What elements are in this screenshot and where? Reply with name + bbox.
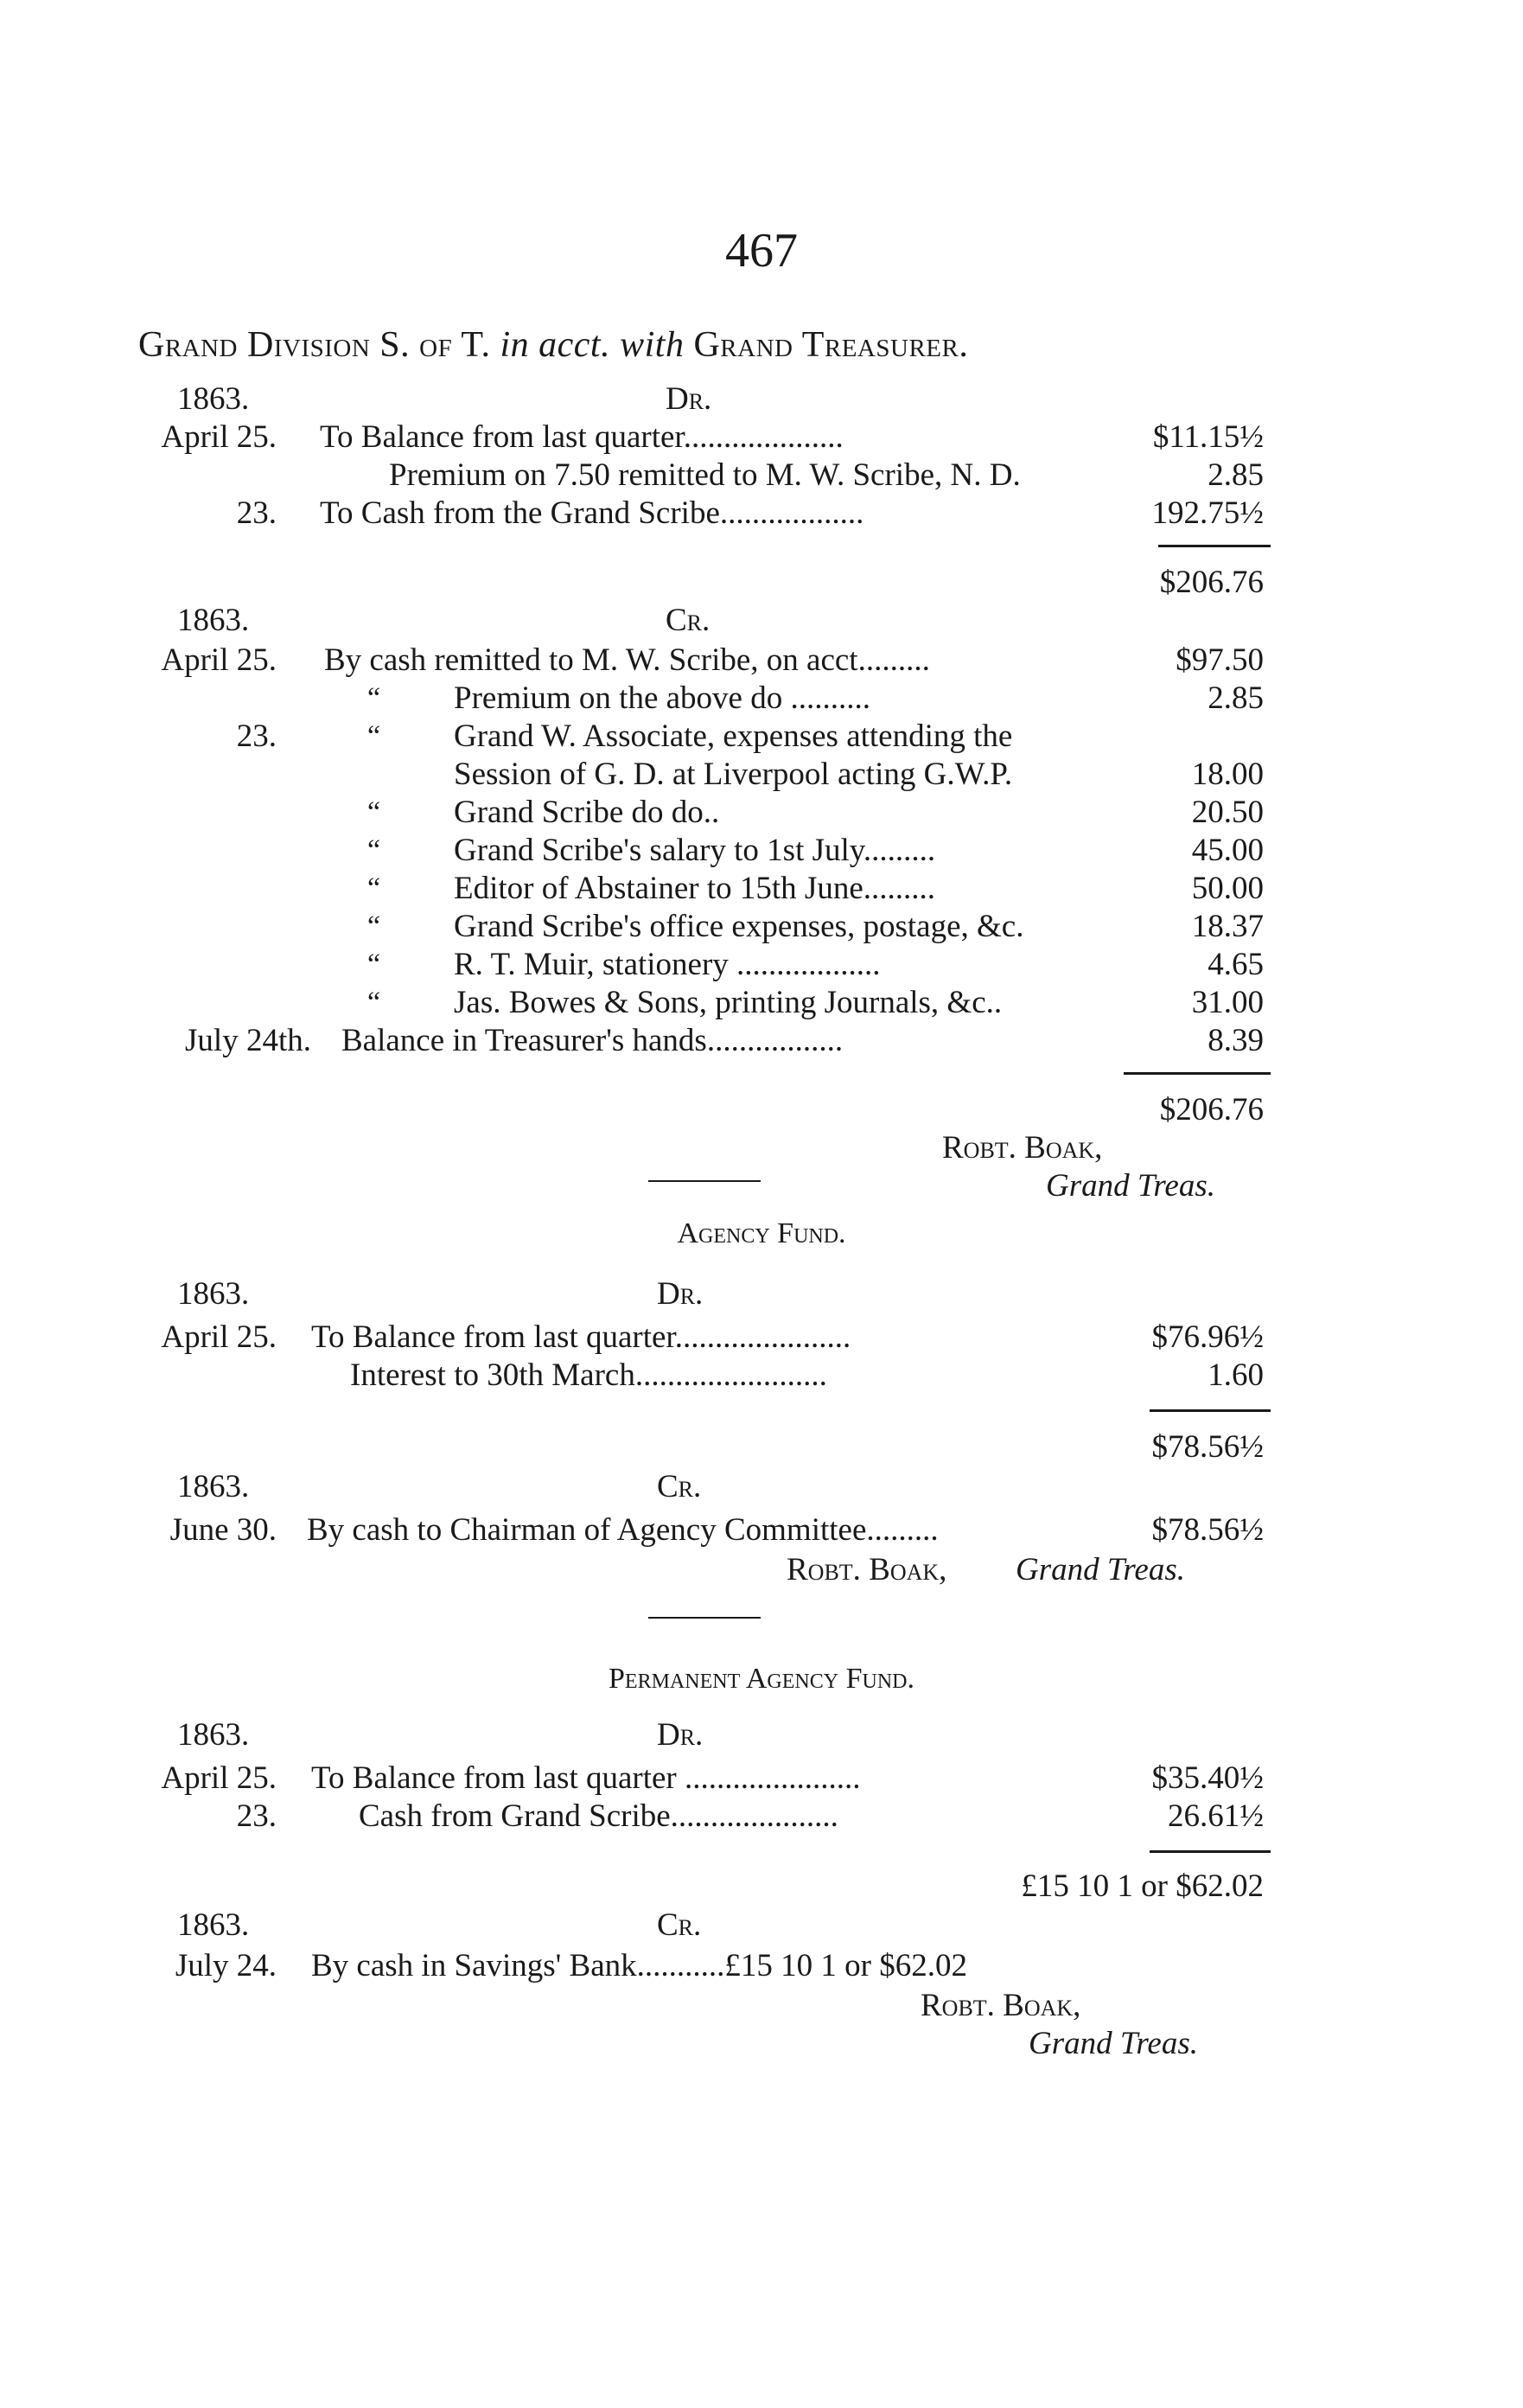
total-amount: $206.76 <box>1159 1092 1264 1127</box>
section-divider <box>648 1180 761 1182</box>
entry-description: Grand Scribe's office expenses, postage, &c. <box>454 909 1024 944</box>
sum-rule <box>1124 1072 1271 1075</box>
entry-description: Grand Scribe do do.. <box>454 795 720 830</box>
entry-description: To Balance from last quarter ...................... <box>311 1760 861 1796</box>
entry-date: June 30. <box>169 1512 277 1548</box>
total-amount: $78.56½ <box>1151 1429 1264 1465</box>
entry-date: July 24th. <box>185 1023 311 1058</box>
entry-date: April 25. <box>161 419 277 455</box>
year-label: 1863. <box>177 1276 250 1312</box>
entry-description: Balance in Treasurer's hands................. <box>341 1023 844 1058</box>
entry-description: By cash to Chairman of Agency Committee......... <box>307 1512 939 1548</box>
entry-description: Cash from Grand Scribe..................... <box>359 1798 838 1834</box>
sum-rule <box>1150 1850 1271 1853</box>
entry-description: Premium on the above do .......... <box>454 680 870 716</box>
entry-amount: 2.85 <box>1208 457 1264 493</box>
entry-amount: 45.00 <box>1191 833 1264 868</box>
entry-description: By cash remitted to M. W. Scribe, on acct......... <box>324 642 930 678</box>
entry-description: Editor of Abstainer to 15th June......... <box>454 871 935 906</box>
entry-description: To Balance from last quarter.................... <box>320 419 844 455</box>
ditto-mark: “ <box>367 720 381 752</box>
entry-description: To Cash from the Grand Scribe.................. <box>320 495 864 531</box>
entry-description: R. T. Muir, stationery .................. <box>454 947 881 982</box>
entry-amount: $97.50 <box>1176 642 1264 678</box>
account-heading <box>138 324 968 366</box>
entry-amount: 26.61½ <box>1168 1798 1264 1834</box>
total-amount: £15 10 1 or $62.02 <box>1021 1868 1264 1904</box>
debit-label: Dr. <box>666 381 712 417</box>
entry-description: Grand Scribe's salary to 1st July......... <box>454 833 936 868</box>
entry-date: April 25. <box>161 642 277 678</box>
entry-date: July 24. <box>175 1948 277 1983</box>
entry-description: By cash in Savings' Bank...........£15 10 1 or $62.02 <box>311 1948 967 1983</box>
entry-date: April 25. <box>161 1760 277 1796</box>
year-label: 1863. <box>177 1469 250 1504</box>
entry-amount: 4.65 <box>1208 947 1264 982</box>
sum-rule <box>1158 545 1271 547</box>
entry-description: Session of G. D. at Liverpool acting G.W.P. <box>454 757 1013 792</box>
entry-amount: 2.85 <box>1208 680 1264 716</box>
ditto-mark: “ <box>367 834 381 866</box>
entry-amount: 8.39 <box>1208 1023 1264 1058</box>
signature-name: Robt. Boak, <box>942 1130 1103 1166</box>
entry-date: 23. <box>236 719 277 754</box>
signature-title: Grand Treas. <box>1046 1168 1216 1204</box>
section-title: Permanent Agency Fund. <box>609 1663 914 1695</box>
entry-description: Interest to 30th March........................ <box>350 1357 827 1393</box>
total-amount: $206.76 <box>1159 565 1264 600</box>
signature-title: Grand Treas. <box>1016 1552 1186 1587</box>
entry-amount: 18.37 <box>1191 909 1264 944</box>
entry-amount: $35.40½ <box>1151 1760 1264 1796</box>
year-label: 1863. <box>177 381 250 417</box>
entry-date: 23. <box>236 1798 277 1834</box>
ditto-mark: “ <box>367 910 381 942</box>
ditto-mark: “ <box>367 872 381 904</box>
entry-description: Grand W. Associate, expenses attending the <box>454 719 1013 754</box>
heading-part1: Grand Division S. of T. <box>138 325 491 365</box>
credit-label: Cr. <box>666 603 711 638</box>
debit-label: Dr. <box>657 1717 704 1753</box>
credit-label: Cr. <box>657 1907 702 1943</box>
entry-amount: 20.50 <box>1191 795 1264 830</box>
heading-part3: Grand Treasurer. <box>693 325 969 365</box>
entry-amount: $78.56½ <box>1151 1512 1264 1548</box>
entry-amount: 31.00 <box>1191 985 1264 1020</box>
entry-date: April 25. <box>161 1319 277 1355</box>
ditto-mark: “ <box>367 987 381 1019</box>
ditto-mark: “ <box>367 682 381 714</box>
ditto-mark: “ <box>367 949 381 980</box>
page-number: 467 <box>725 224 798 278</box>
entry-amount: 50.00 <box>1191 871 1264 906</box>
ditto-mark: “ <box>367 796 381 828</box>
entry-amount: 18.00 <box>1191 757 1264 792</box>
entry-date: 23. <box>236 495 277 531</box>
entry-amount: $76.96½ <box>1151 1319 1264 1355</box>
heading-part2: in acct. with <box>490 325 694 365</box>
entry-amount: $11.15½ <box>1152 419 1264 455</box>
signature-title: Grand Treas. <box>1029 2026 1199 2061</box>
sum-rule <box>1150 1409 1271 1412</box>
entry-amount: 192.75½ <box>1151 495 1264 531</box>
entry-description: Premium on 7.50 remitted to M. W. Scribe, N. D. <box>389 457 1021 493</box>
entry-description: Jas. Bowes & Sons, printing Journals, &c.. <box>454 985 1003 1020</box>
entry-description: To Balance from last quarter...................... <box>311 1319 851 1355</box>
section-title: Agency Fund. <box>677 1217 846 1249</box>
section-divider <box>648 1617 761 1619</box>
year-label: 1863. <box>177 1717 250 1753</box>
entry-amount: 1.60 <box>1208 1357 1264 1393</box>
credit-label: Cr. <box>657 1469 702 1504</box>
year-label: 1863. <box>177 1907 250 1943</box>
signature-name: Robt. Boak, <box>787 1552 947 1587</box>
year-label: 1863. <box>177 603 250 638</box>
signature-name: Robt. Boak, <box>921 1988 1081 2023</box>
debit-label: Dr. <box>657 1276 704 1312</box>
